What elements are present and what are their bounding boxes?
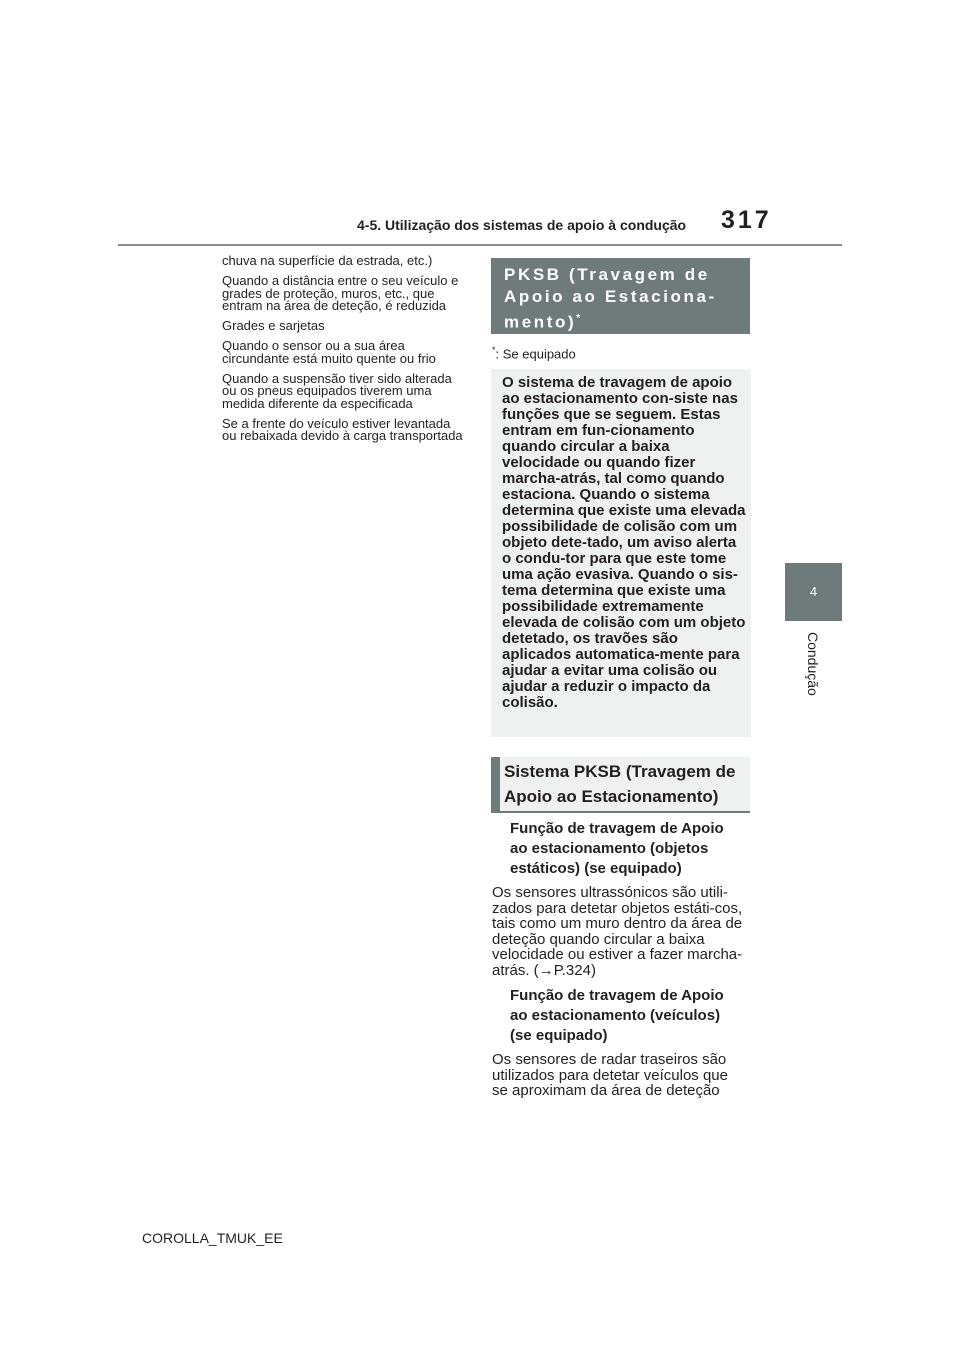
footnote-text: : Se equipado — [495, 346, 576, 362]
subsection-heading-underline — [491, 811, 750, 813]
footnote-marker: * — [576, 313, 581, 324]
list-item: Quando o sensor ou a sua área circundante está muito quente ou frio — [222, 338, 436, 366]
page-reference-link[interactable]: P.324) — [553, 961, 596, 979]
footnote-symbol: * — [492, 345, 496, 355]
header-divider — [118, 244, 842, 246]
summary-text: O sistema de travagem de apoio ao estacionamento con-siste nas funções que se seguem. Estas entram em fun-cionamento quando circular a baixa velocidade ou quando fizer marcha-atrás, tal como quando estaciona. Quando o sistema determina que existe uma elevada possibilidade de colisão com um objeto dete-tado, um aviso alerta o condu-tor para que este tome uma ação evasiva. Quando o sis-tema determina que existe uma possibilidade extremamente elevada de colisão com um objeto detetado, os travões são aplicados automatica-mente para ajudar a evitar uma colisão ou ajudar a reduzir o impacto da colisão. — [502, 374, 746, 711]
subsection-heading: Sistema PKSB (Travagem de Apoio ao Estacionamento) — [504, 762, 736, 806]
list-item: chuva na superfície da estrada, etc.) — [222, 253, 433, 268]
function-text-vehicles: Os sensores de radar traseiros são utilizados para detetar veículos que se aproximam da área de deteção — [492, 1051, 728, 1100]
section-header-title: 4-5. Utilização dos sistemas de apoio à condução — [357, 217, 687, 233]
function-heading-static-objects: Função de travagem de Apoio ao estacionamento (objetos estáticos) (se equipado) — [510, 820, 724, 877]
section-heading-text: PKSB (Travagem de Apoio ao Estaciona-mento) — [504, 265, 717, 332]
list-item: Quando a suspensão tiver sido alterada ou os pneus equipados tiverem uma medida diferente da especificada — [222, 370, 452, 411]
list-item: Quando a distância entre o seu veículo e grades de proteção, muros, etc., que entram na área de deteção, é reduzida — [222, 273, 459, 313]
footnote — [492, 345, 576, 361]
list-item: Se a frente do veículo estiver levantada ou rebaixada devido à carga transportada — [222, 415, 463, 443]
section-heading — [504, 264, 744, 334]
subsection-heading-accent — [491, 757, 500, 812]
list-item: Grades e sarjetas — [222, 318, 325, 333]
function-heading-vehicles: Função de travagem de Apoio ao estacionamento (veículos) (se equipado) — [510, 987, 724, 1044]
page-number: 317 — [721, 206, 772, 234]
function-text-static-objects — [492, 885, 747, 979]
manual-code: COROLLA_TMUK_EE — [142, 1230, 283, 1246]
chapter-number: 4 — [809, 584, 818, 599]
chapter-label: Condução — [805, 632, 821, 696]
function-text: Os sensores ultrassónicos são utili-zados para detetar objetos estáti-cos, tais como um muro dentro da área de deteção quando circular a baixa velocidade ou estiver a fazer marcha-atrás. ( — [492, 884, 743, 979]
left-column — [222, 255, 467, 450]
arrow-icon: → — [538, 961, 554, 979]
